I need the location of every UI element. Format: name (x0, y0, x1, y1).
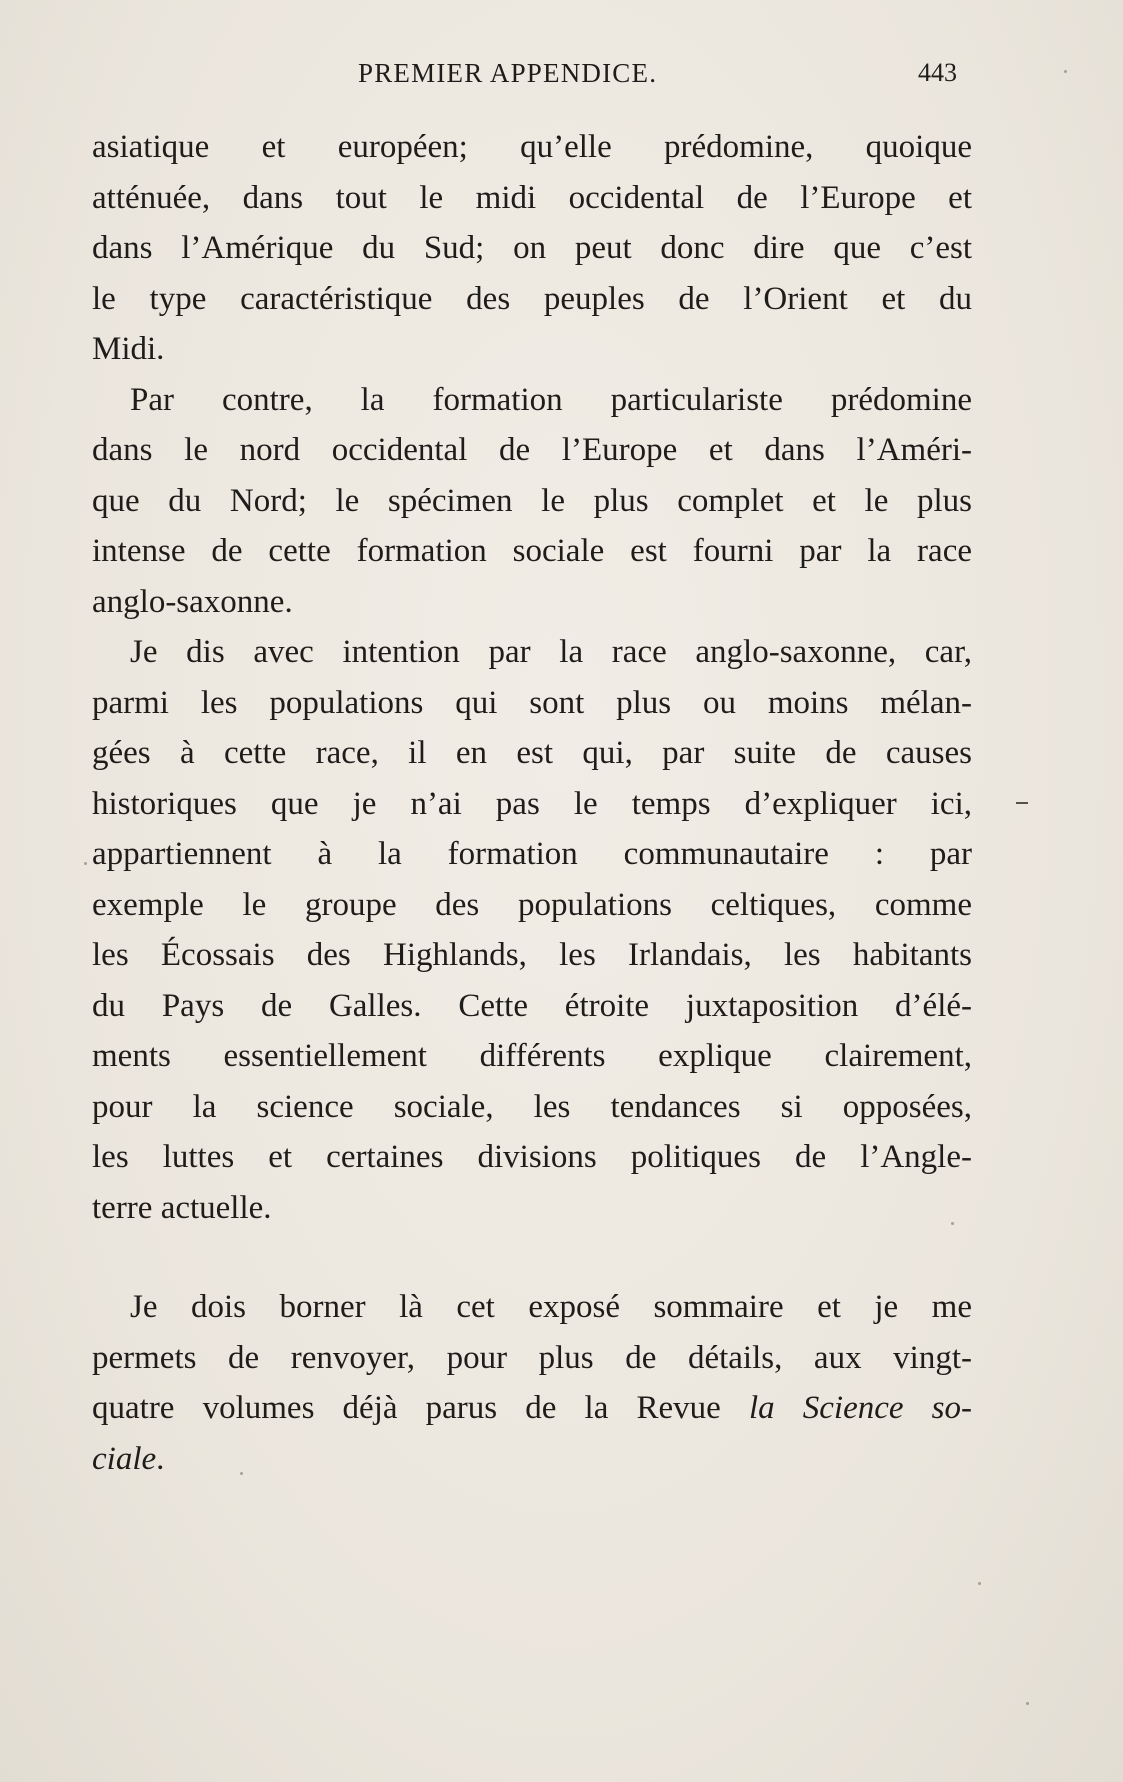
text-line: dans l’Amérique du Sud; on peut donc dire que c’est (92, 230, 972, 266)
paragraph-2 (92, 375, 972, 628)
paper-speck (978, 1582, 981, 1585)
text-line: les luttes et certaines divisions politiques de l’Angle- (92, 1139, 972, 1175)
paper-speck (951, 1222, 954, 1225)
closing-paragraph (92, 1282, 972, 1484)
text-line: exemple le groupe des populations celtiques, comme (92, 886, 972, 923)
paper-speck (1026, 1702, 1029, 1705)
text-line (92, 1383, 972, 1434)
page-number: 443 (918, 58, 957, 87)
text-line: Je dois borner là cet exposé sommaire et je me (130, 1289, 972, 1325)
text-line: terre actuelle. (92, 1189, 272, 1226)
text-line: Par contre, la formation particulariste prédomine (130, 381, 972, 418)
text-line: le type caractéristique des peuples de l’Orient et du (92, 280, 972, 317)
text-line: Je dis avec intention par la race anglo-saxonne, car, (130, 634, 972, 670)
text-line: du Pays de Galles. Cette étroite juxtaposition d’élé- (92, 987, 972, 1024)
paragraph-1 (92, 122, 972, 375)
text-line: gées à cette race, il en est qui, par suite de causes (92, 735, 972, 771)
paragraph-3 (92, 627, 972, 1233)
text-line: pour la science sociale, les tendances si opposées, (92, 1088, 972, 1125)
text-line: Midi. (92, 331, 165, 367)
text-run: . (156, 1440, 165, 1477)
text-line: anglo-saxonne. (92, 583, 293, 620)
text-line: intense de cette formation sociale est fourni par la race (92, 533, 972, 569)
running-head (0, 58, 1123, 98)
section-gap (92, 1233, 972, 1282)
text-line: historiques que je n’ai pas le temps d’expliquer ici, (92, 785, 972, 822)
paper-speck (84, 862, 87, 865)
text-line: ments essentiellement différents explique clairement, (92, 1038, 972, 1074)
text-line: les Écossais des Highlands, les Irlandais, les habitants (92, 937, 972, 973)
journal-title-italic-continued: ciale (92, 1440, 157, 1477)
text-line: parmi les populations qui sont plus ou moins mélan- (92, 684, 972, 721)
running-title: PREMIER APPENDICE. (358, 58, 658, 88)
text-line: atténuée, dans tout le midi occidental de l’Europe et (92, 179, 972, 216)
body-text (92, 122, 972, 1484)
text-line: asiatique et européen; qu’elle prédomine, quoique (92, 129, 972, 165)
paper-speck (240, 1472, 243, 1475)
text-line: appartiennent à la formation communautaire : par (92, 836, 972, 872)
journal-title-italic: la Science so- (748, 1390, 972, 1426)
paper-speck (1064, 70, 1067, 73)
text-line (92, 1434, 972, 1485)
margin-mark (1016, 802, 1028, 804)
text-line: que du Nord; le spécimen le plus complet et le plus (92, 482, 972, 519)
text-line: permets de renvoyer, pour plus de détails, aux vingt- (92, 1339, 972, 1376)
text-line: dans le nord occidental de l’Europe et dans l’Améri- (92, 432, 972, 468)
text-run: quatre volumes déjà parus de la Revue (92, 1390, 749, 1426)
